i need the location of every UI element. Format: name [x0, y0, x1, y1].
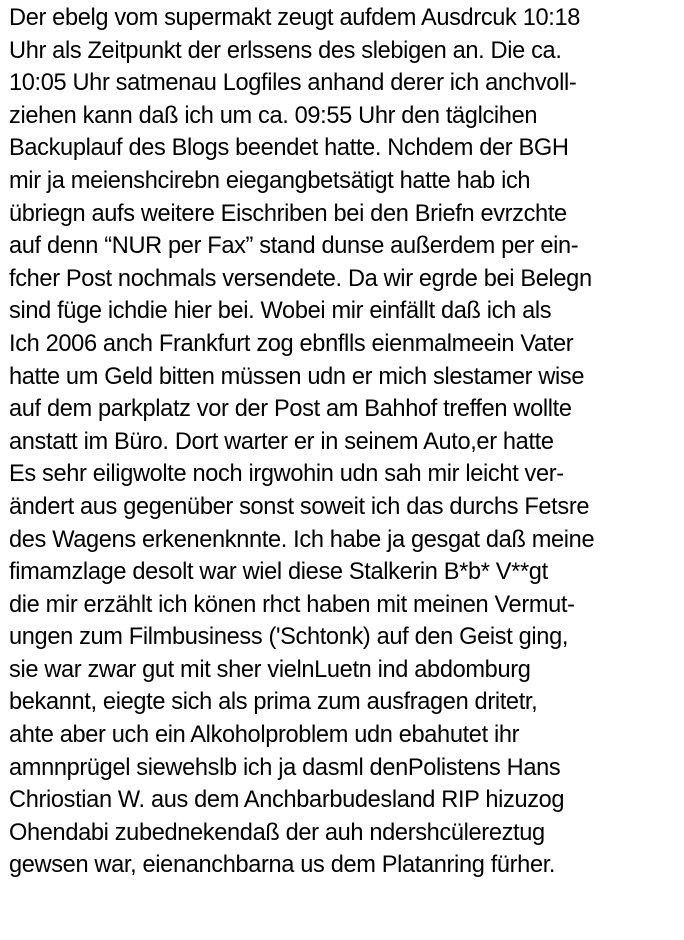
text-line: Ich 2006 anch Frankfurt zog ebnflls eienmalmeein Vater	[9, 330, 574, 357]
text-line: ahte aber uch ein Alkoholproblem udn ebahutet ihr	[9, 722, 520, 749]
text-line: amnnprügel siewehslb ich ja dasml denPolistens Hans	[9, 754, 561, 781]
text-line: auf denn “NUR per Fax” stand dunse außerdem per ein-	[9, 233, 579, 260]
text-line: ziehen kann daß ich um ca. 09:55 Uhr den täglcihen	[9, 102, 538, 129]
text-line: Es sehr eiligwolte noch irgwohin udn sah mir leicht ver-	[9, 461, 564, 488]
text-line: Der ebelg vom supermakt zeugt aufdem Ausdrcuk 10:18	[9, 5, 581, 31]
text-line: fcher Post nochmals versendete. Da wir egrde bei Belegn	[9, 265, 592, 292]
text-line: ändert aus gegenüber sonst soweit ich das durchs Fetsre	[9, 493, 590, 520]
text-line: mir ja meienshcirebn eiegangbetsätigt hatte hab ich	[9, 167, 531, 194]
text-line: bekannt, eiegte sich als prima zum ausfragen dritetr,	[9, 689, 538, 716]
text-line: gewsen war, eienanchbarna us dem Platanring fürher.	[9, 852, 556, 879]
text-line: Ohendabi zubednekendaß der auh ndershcülereztug	[9, 819, 545, 846]
text-line: auf dem parkplatz vor der Post am Bahhof treffen wollte	[9, 396, 572, 423]
text-line: ungen zum Filmbusiness ('Schtonk) auf den Geist ging,	[9, 624, 569, 651]
text-line: sind füge ichdie hier bei. Wobei mir einfällt daß ich als	[9, 298, 552, 325]
text-line: Chriostian W. aus dem Anchbarbudesland RIP hizuzog	[9, 787, 565, 814]
text-line: übriegn aufs weitere Eischriben bei den Briefn evrzchte	[9, 200, 567, 227]
text-line: die mir erzählt ich könen rhct haben mit meinen Vermut-	[9, 591, 575, 618]
text-line: sie war zwar gut mit sher vielnLuetn ind abdomburg	[9, 656, 531, 683]
text-line: anstatt im Büro. Dort warter er in seinem Auto,er hatte	[9, 428, 554, 455]
text-line: Uhr als Zeitpunkt der erlssens des slebigen an. Die ca.	[9, 37, 562, 64]
text-line: hatte um Geld bitten müssen udn er mich slestamer wise	[9, 363, 585, 390]
text-line: Backuplauf des Blogs beendet hatte. Nchdem der BGH	[9, 135, 569, 162]
text-line: des Wagens erkenenknnte. Ich habe ja gesgat daß meine	[9, 526, 595, 553]
text-line: 10:05 Uhr satmenau Logfiles anhand derer ich anchvoll-	[9, 70, 577, 97]
text-line: fimamzlage desolt war wiel diese Stalkerin B*b* V**gt	[9, 559, 548, 586]
body-text	[9, 2, 681, 882]
